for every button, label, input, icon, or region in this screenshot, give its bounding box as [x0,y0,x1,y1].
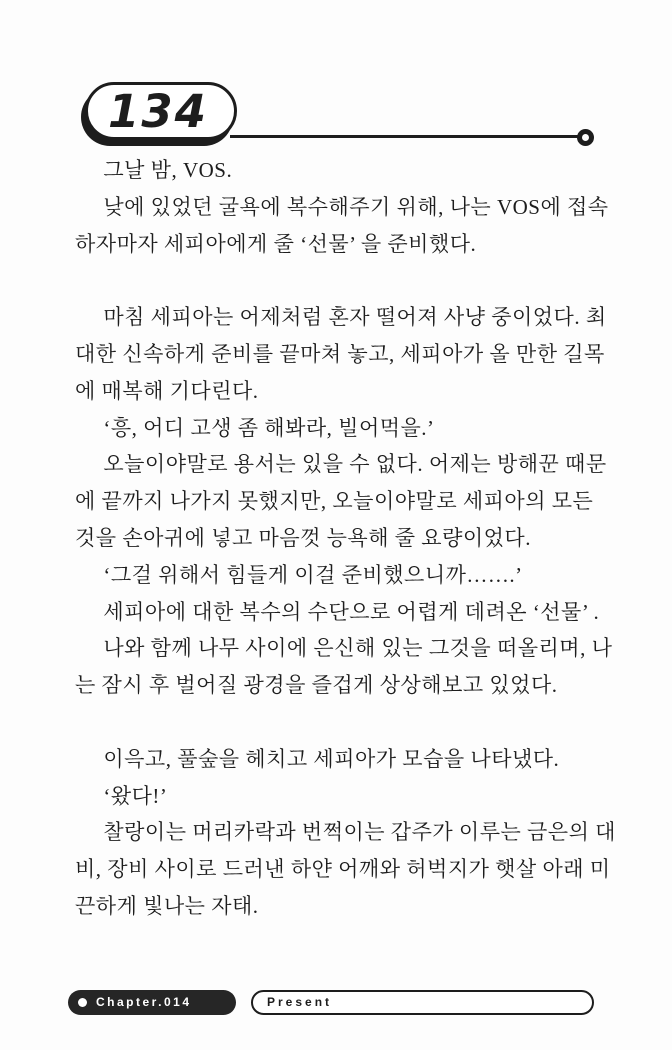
text-line: 찰랑이는 머리카락과 번쩍이는 갑주가 이루는 금은의 대 [103,820,616,845]
text-line: ‘왔다!’ [103,783,168,808]
text-line: 는 잠시 후 벌어질 광경을 즐겁게 상상해보고 있었다. [75,673,558,698]
present-label: Present [267,995,333,1009]
footer [68,990,604,1015]
text-line: 대한 신속하게 준비를 끝마쳐 놓고, 세피아가 올 만한 길목 [75,341,605,366]
page-number: 134 [108,84,208,138]
bullet-dot-icon [78,998,87,1007]
body-text [75,152,616,925]
text-line: 그날 밤, VOS. [103,158,233,182]
text-line: 나와 함께 나무 사이에 은신해 있는 그것을 떠올리며, 나 [103,636,613,661]
text-line: 것을 손아귀에 넣고 마음껏 능욕해 줄 요량이었다. [75,525,531,550]
text-line: 에 끝까지 나가지 못했지만, 오늘이야말로 세피아의 모든 [75,489,594,514]
text-line: 오늘이야말로 용서는 있을 수 없다. 어제는 방해꾼 때문 [103,452,607,477]
header-rule [230,135,578,138]
page-number-badge [85,82,237,140]
present-badge [251,990,594,1015]
chapter-label: Chapter.014 [96,995,192,1009]
text-line: 마침 세피아는 어제처럼 혼자 떨어져 사냥 중이었다. 최 [103,305,607,330]
header-rule-end-ring-icon [577,129,594,146]
text-line: ‘그걸 위해서 힘들게 이걸 준비했으니까…….’ [103,562,523,587]
text-line: 낮에 있었던 굴욕에 복수해주기 위해, 나는 VOS에 접속 [103,194,609,219]
text-line: 세피아에 대한 복수의 수단으로 어렵게 데려온 ‘선물’ . [103,599,600,624]
text-line: 에 매복해 기다린다. [75,378,259,403]
blank-line [75,262,605,299]
text-line: 비, 장비 사이로 드러낸 하얀 어깨와 허벅지가 햇살 아래 미 [75,857,611,882]
blank-line [75,704,605,741]
chapter-badge [68,990,236,1015]
text-line: 하자마자 세피아에게 줄 ‘선물’ 을 준비했다. [75,231,477,256]
text-line: 끈하게 빛나는 자태. [75,893,259,918]
text-line: 이윽고, 풀숲을 헤치고 세피아가 모습을 나타냈다. [103,746,560,771]
text-line: ‘흥, 어디 고생 좀 해봐라, 빌어먹을.’ [103,415,435,440]
